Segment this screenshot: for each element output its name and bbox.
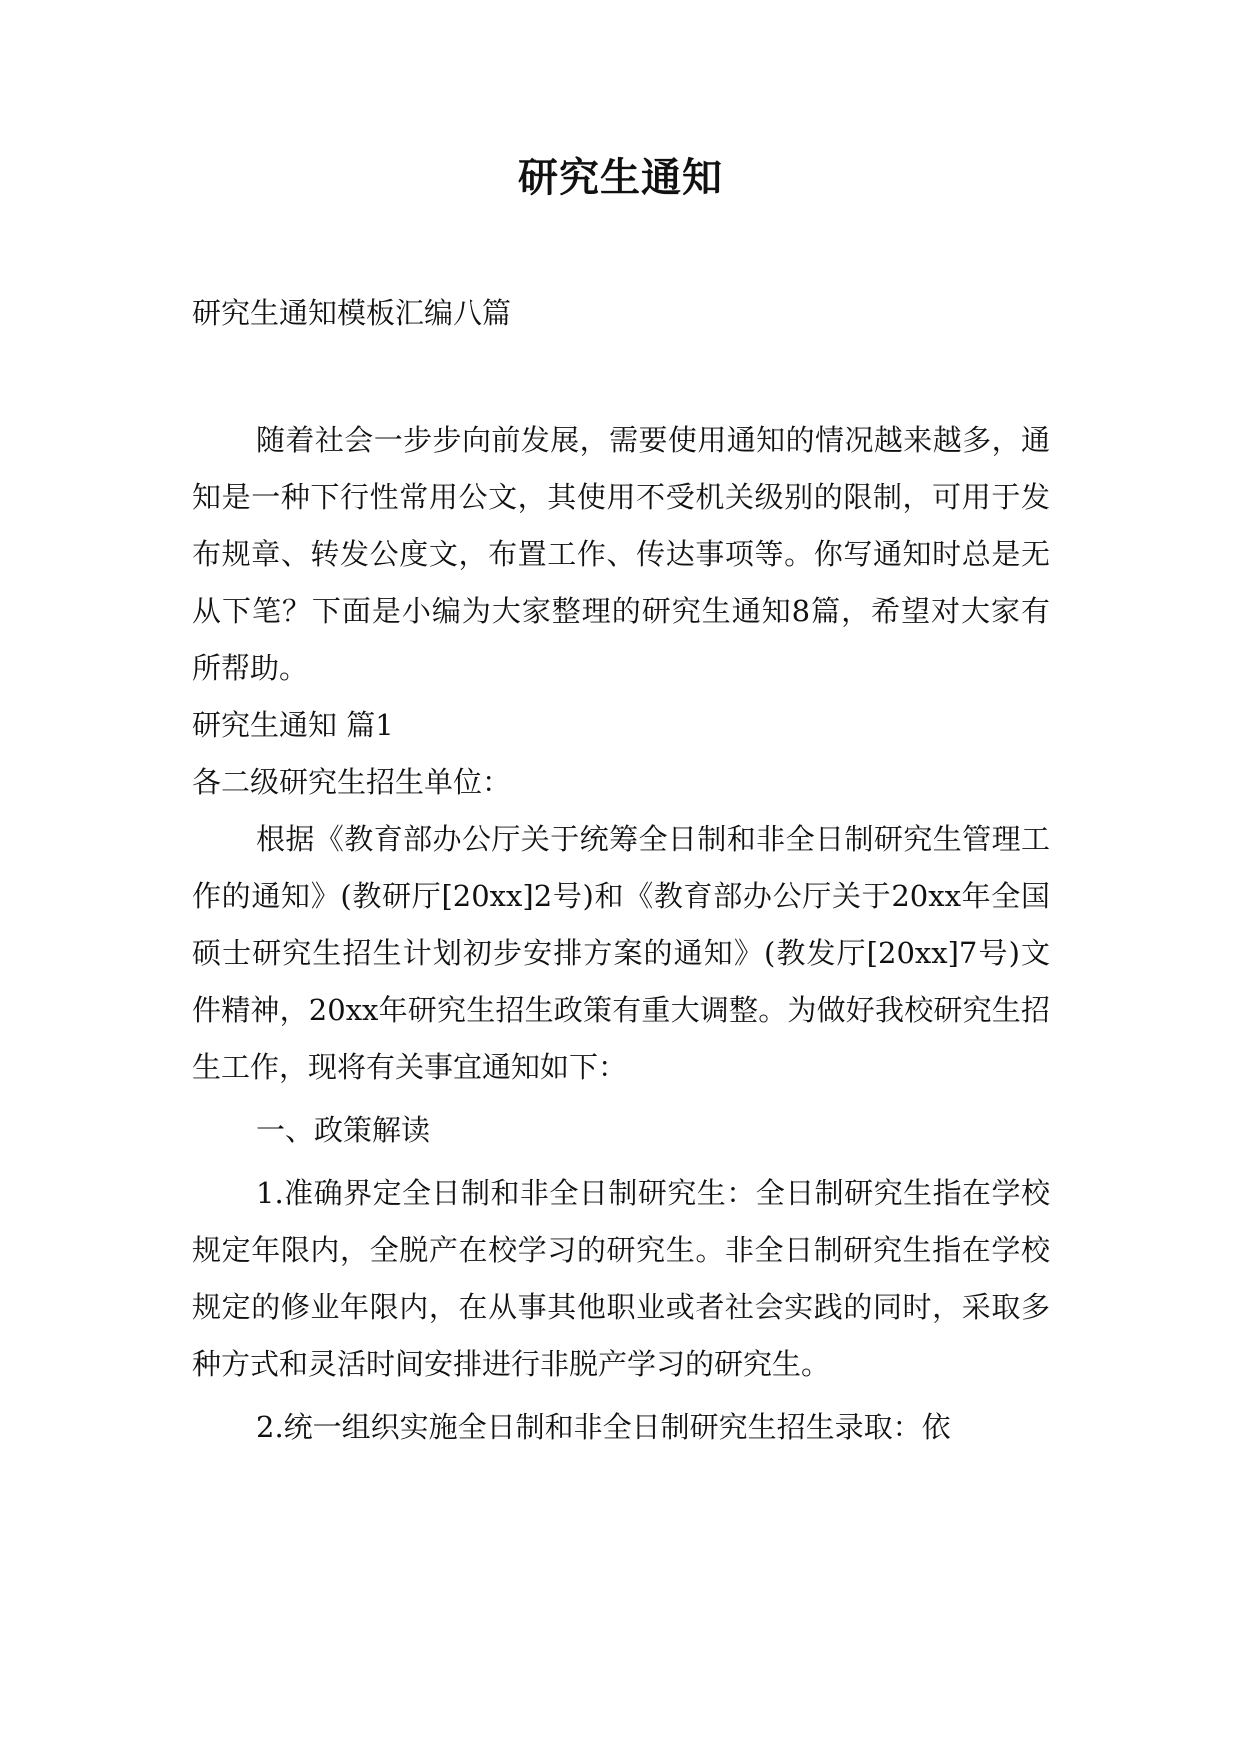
- document-title: 研究生通知: [518, 154, 723, 201]
- body-paragraph: 根据《教育部办公厅关于统筹全日制和非全日制研究生管理工作的通知》(教研厅[20xx]2号)和《教育部办公厅关于20xx年全国硕士研究生招生计划初步安排方案的通知》(教发厅[20xx]7号)文件精神，20xx年研究生招生政策有重大调整。为做好我校研究生招生工作，现将有关事宜通知如下：: [192, 822, 1050, 1084]
- body-paragraph: 1.准确界定全日制和非全日制研究生：全日制研究生指在学校规定年限内，全脱产在校学习的研究生。非全日制研究生指在学校规定的修业年限内，在从事其他职业或者社会实践的同时，采取多种方式和灵活时间安排进行非脱产学习的研究生。: [192, 1176, 1050, 1381]
- document-subtitle: 研究生通知模板汇编八篇: [192, 296, 512, 330]
- document-body: [192, 412, 1050, 1456]
- body-paragraph: 2.统一组织实施全日制和非全日制研究生招生录取：依: [256, 1410, 951, 1444]
- salutation: 各二级研究生招生单位：: [192, 765, 512, 799]
- section-heading: 研究生通知 篇1: [192, 708, 394, 742]
- policy-heading: 一、政策解读: [256, 1113, 431, 1147]
- intro-paragraph: 随着社会一步步向前发展，需要使用通知的情况越来越多，通知是一种下行性常用公文，其使用不受机关级别的限制，可用于发布规章、转发公度文，布置工作、传达事项等。你写通知时总是无从下笔？下面是小编为大家整理的研究生通知8篇，希望对大家有所帮助。: [192, 423, 1050, 685]
